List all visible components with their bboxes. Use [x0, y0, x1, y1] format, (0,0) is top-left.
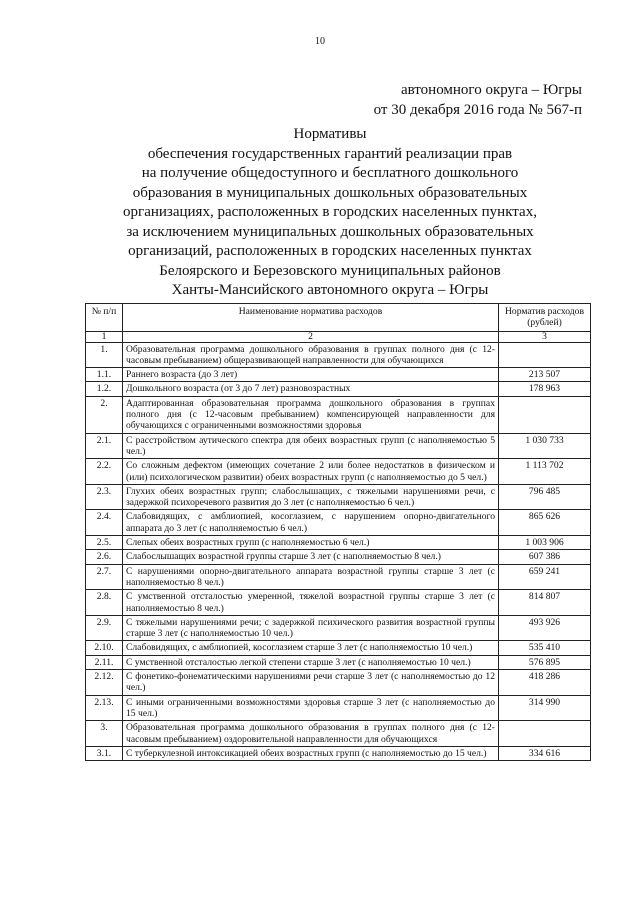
table-body — [86, 342, 591, 761]
row-number: 2.2. — [86, 459, 123, 485]
title-line: на получение общедоступного и бесплатного дошкольного — [141, 165, 519, 181]
table-row — [86, 550, 591, 564]
row-number: 2.13. — [86, 695, 123, 721]
header-name: Наименование норматива расходов — [123, 304, 499, 332]
page-number: 10 — [315, 36, 325, 47]
row-name: Адаптированная образовательная программа дошкольного образования в группах полного дня (с 12-часовым пребыванием) компенсирующей направленности для обучающихся с ограниченными возможностями здоровья — [123, 396, 499, 433]
table-index-row — [86, 331, 591, 342]
row-number: 2.7. — [86, 564, 123, 590]
row-value: 535 410 — [499, 641, 591, 655]
row-value: 659 241 — [499, 564, 591, 590]
table-row — [86, 564, 591, 590]
row-name: Слепых обеих возрастных групп (с наполняемостью 6 чел.) — [123, 536, 499, 550]
row-value — [499, 721, 591, 747]
row-number: 2. — [86, 396, 123, 433]
row-number: 3.1. — [86, 746, 123, 760]
table-row — [86, 670, 591, 696]
title-line: Ханты-Мансийского автономного округа – Югры — [171, 282, 489, 298]
title-lines — [60, 145, 600, 301]
table-row — [86, 484, 591, 510]
row-value: 314 990 — [499, 695, 591, 721]
row-value — [499, 396, 591, 433]
reference-line-2: от 30 декабря 2016 года № 567-п — [373, 102, 582, 118]
row-value: 607 386 — [499, 550, 591, 564]
row-value: 814 807 — [499, 590, 591, 616]
row-name: С тяжелыми нарушениями речи; с задержкой психического развития возрастной группы старше 3 лет (с наполняемостью 10 чел.) — [123, 615, 499, 641]
row-number: 1. — [86, 342, 123, 368]
row-value: 1 113 702 — [499, 459, 591, 485]
index-cell: 2 — [123, 331, 499, 342]
row-name: Слабовидящих, с амблиопией, косоглазием, с нарушением опорно-двигательного аппарата до 3 лет (с наполняемостью 6 чел.) — [123, 510, 499, 536]
title-line: за исключением муниципальных дошкольных образовательных — [126, 223, 534, 240]
index-cell: 3 — [499, 331, 591, 342]
row-name: Образовательная программа дошкольного образования в группах полного дня (с 12-часовым пребыванием) общеразвивающей направленности для обучающихся — [123, 342, 499, 368]
row-value: 576 895 — [499, 655, 591, 669]
row-value: 334 616 — [499, 746, 591, 760]
row-number: 2.9. — [86, 615, 123, 641]
row-number: 1.2. — [86, 382, 123, 396]
row-value: 1 030 733 — [499, 433, 591, 459]
row-number: 2.8. — [86, 590, 123, 616]
row-number: 2.5. — [86, 536, 123, 550]
row-value: 418 286 — [499, 670, 591, 696]
header-num: № п/п — [86, 304, 123, 332]
document-reference — [374, 80, 582, 120]
row-name: Слабовидящих, с амблиопией, косоглазием старше 3 лет (с наполняемостью 10 чел.) — [123, 641, 499, 655]
index-cell: 1 — [86, 331, 123, 342]
row-name: С нарушениями опорно-двигательного аппарата возрастной группы старше 3 лет (с наполняемостью 8 чел.) — [123, 564, 499, 590]
row-number: 2.1. — [86, 433, 123, 459]
table-row — [86, 615, 591, 641]
row-number: 1.1. — [86, 368, 123, 382]
row-name: Дошкольного возраста (от 3 до 7 лет) разновозрастных — [123, 382, 499, 396]
row-number: 2.4. — [86, 510, 123, 536]
norms-table — [85, 303, 591, 761]
title-line: обеспечения государственных гарантий реализации прав — [147, 145, 513, 162]
table-row — [86, 695, 591, 721]
document-title — [60, 125, 600, 301]
row-name: С фонетико-фонематическими нарушениями речи старше 3 лет (с наполняемостью до 12 чел.) — [123, 670, 499, 696]
table-row — [86, 510, 591, 536]
row-name: С умственной отсталостью умеренной, тяжелой возрастной группы старше 3 лет (с наполняемостью 8 чел.) — [123, 590, 499, 616]
title-line: Белоярского и Березовского муниципальных районов — [159, 262, 501, 279]
table-row — [86, 641, 591, 655]
title-heading: Нормативы — [293, 126, 367, 142]
title-line: организаций, расположенных в городских населенных пунктах — [128, 243, 532, 259]
table-row — [86, 721, 591, 747]
row-value: 213 507 — [499, 368, 591, 382]
table-row — [86, 342, 591, 368]
row-number: 3. — [86, 721, 123, 747]
table-row — [86, 433, 591, 459]
title-line: образования в муниципальных дошкольных образовательных — [132, 184, 528, 201]
row-value — [499, 342, 591, 368]
table-header-row — [86, 304, 591, 332]
table-row — [86, 368, 591, 382]
table-row — [86, 590, 591, 616]
row-name: С иными ограниченными возможностями здоровья старше 3 лет (с наполняемостью до 15 чел.) — [123, 695, 499, 721]
table-row — [86, 396, 591, 433]
title-line: организациях, расположенных в городских населенных пунктах, — [123, 204, 537, 220]
table-row — [86, 655, 591, 669]
row-name: Образовательная программа дошкольного образования в группах полного дня (с 12-часовым пребыванием) оздоровительной направленности для обучающихся — [123, 721, 499, 747]
header-value: Норматив расходов (рублей) — [499, 304, 591, 332]
row-number: 2.11. — [86, 655, 123, 669]
row-name: Раннего возраста (до 3 лет) — [123, 368, 499, 382]
row-value: 796 485 — [499, 484, 591, 510]
row-name: Глухих обеих возрастных групп; слабослышащих, с тяжелыми нарушениями речи, с задержкой психоречевого развития до 3 лет (с наполняемостью 6 чел.) — [123, 484, 499, 510]
table-row — [86, 536, 591, 550]
row-value: 493 926 — [499, 615, 591, 641]
row-value: 865 626 — [499, 510, 591, 536]
table-row — [86, 382, 591, 396]
row-name: Со сложным дефектом (имеющих сочетание 2 или более недостатков в физическом и (или) психологическом развитии) обеих возрастных групп (с наполняемостью до 5 чел.) — [123, 459, 499, 485]
row-name: Слабослышащих возрастной группы старше 3 лет (с наполняемостью 8 чел.) — [123, 550, 499, 564]
row-number: 2.10. — [86, 641, 123, 655]
table-row — [86, 459, 591, 485]
table-row — [86, 746, 591, 760]
row-number: 2.12. — [86, 670, 123, 696]
row-number: 2.3. — [86, 484, 123, 510]
row-number: 2.6. — [86, 550, 123, 564]
row-value: 178 963 — [499, 382, 591, 396]
row-name: С расстройством аутического спектра для обеих возрастных групп (с наполняемостью 5 чел.) — [123, 433, 499, 459]
reference-line-1: автономного округа – Югры — [400, 82, 582, 98]
row-name: С умственной отсталостью легкой степени старше 3 лет (с наполняемостью 10 чел.) — [123, 655, 499, 669]
row-name: С туберкулезной интоксикацией обеих возрастных групп (с наполняемостью до 15 чел.) — [123, 746, 499, 760]
row-value: 1 003 906 — [499, 536, 591, 550]
